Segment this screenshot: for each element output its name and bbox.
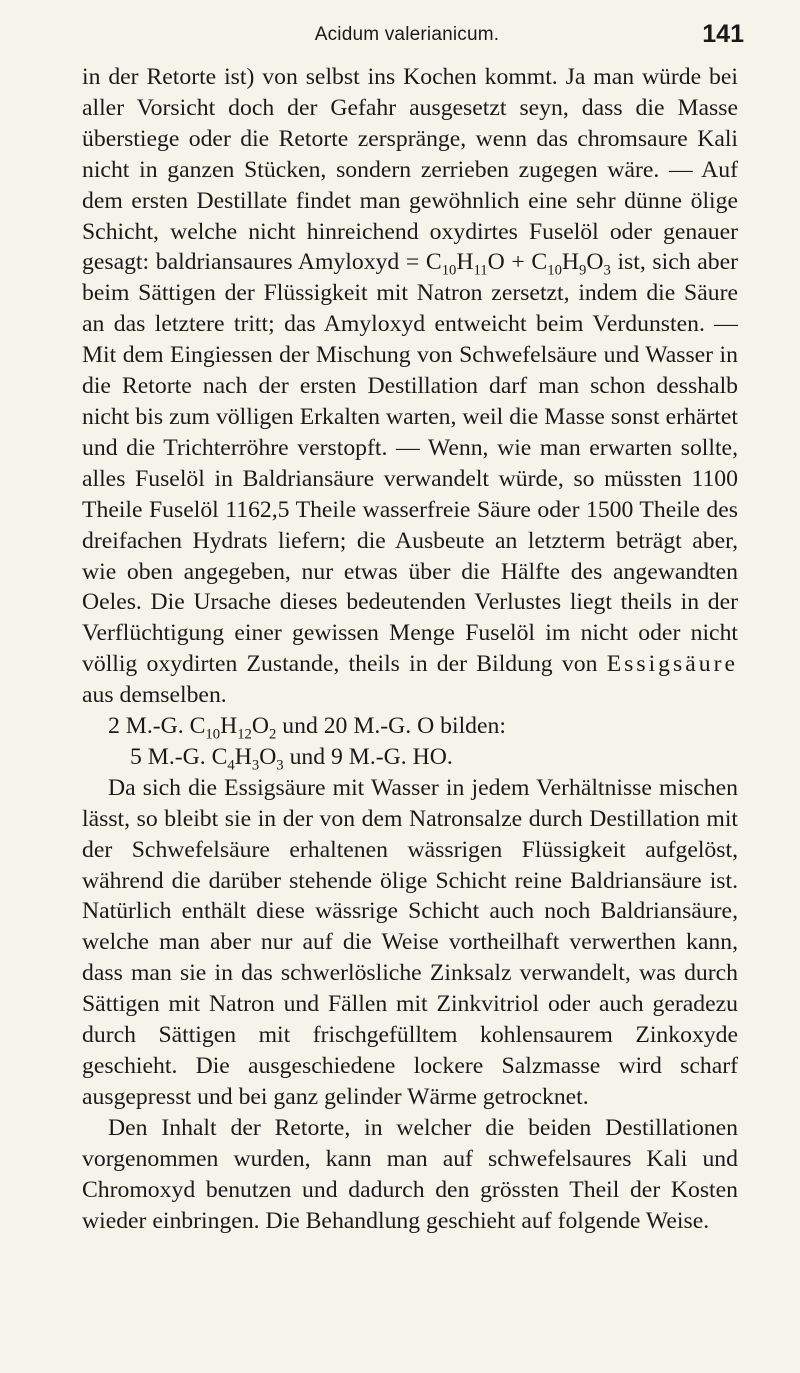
formula-line-1: 2 M.-G. $C_{10}H_{12}O_2$ und 20 M.-G. O bilden: (108, 713, 506, 743)
formula-line-2: 5 M.-G. $C_4H_3O_3$ und 9 M.-G. HO. (130, 743, 453, 774)
emphasized-term: Essigsäure (606, 651, 738, 678)
paragraph-retort-contents: Den Inhalt der Retorte, in welcher die beiden Destillationen vorgenommen wurden, kann man auf schwefelsaures Kali und Chromoxyd benutzen und dadurch den grössten Theil der Kosten wieder einbringen. Die Behandlung geschieht auf folgende Weise. (82, 1114, 738, 1234)
page-number: 141 (702, 20, 744, 48)
paragraph-acetic-acid: Da sich die Essigsäure mit Wasser in jedem Verhältnisse mischen lässt, so bleibt sie in der von dem Natronsalze durch Destillation mit der Schwefelsäure erhaltenen wässrigen Flüssigkeit aufgelöst, während die darüber stehende ölige Schicht reine Baldriansäure ist. Natürlich enthält diese wässrige Schicht auch noch Baldriansäure, welche man aber nur auf die Weise vortheilhaft verwerthen kann, dass man sie in das schwerlösliche Zinksalz verwandelt, was durch Sättigen mit Natron und Fällen mit Zinkvitriol oder auch geradezu durch Sättigen mit frischgefülltem kohlensaurem Zinkoxyde geschieht. Die ausgeschiedene lockere Salzmasse wird scharf ausgepresst und bei ganz gelinder Wärme getrocknet. (82, 774, 738, 1110)
running-head: Acidum valerianicum. (314, 24, 500, 45)
page-header (82, 20, 744, 52)
paragraph-continuation: in der Retorte ist) von selbst ins Kochen kommt. Ja man würde bei aller Vorsicht doch der Gefahr ausgesetzt seyn, dass die Masse überstiege oder die Retorte zerspränge, wenn das chromsaure Kali nicht in ganzen Stücken, sondern zerrieben zugegen wäre. — Auf dem ersten Destillate findet man gewöhnlich eine sehr dünne ölige Schicht, welche nicht hinreichend oxydirtes Fuselöl oder genauer gesagt: baldriansaures Amyloxyd = $C_{10}H_{11}O + C_{10}H_9O_3$ ist, sich aber beim Sättigen der Flüssigkeit mit Natron zersetzt, indem die Säure an das letztere tritt; das Amyloxyd entweicht beim Verdunsten. — Mit dem Eingiessen der Mischung von Schwefelsäure und Wasser in die Retorte nach der ersten Destillation darf man schon desshalb nicht bis zum völligen Erkalten warten, weil die Masse sonst erhärtet und die Trichterröhre verstopft. — Wenn, wie man erwarten sollte, alles Fuselöl in Baldriansäure verwandelt würde, so müssten 1100 Theile Fuselöl 1162,5 Theile wasserfreie Säure oder 1500 Theile des dreifachen Hydrats liefern; die Ausbeute an letzterm beträgt aber, wie oben angegeben, nur etwas über die Hälfte des angewandten Oeles. Die Ursache dieses bedeutenden Verlustes liegt theils in der Verflüchtigung einer gewissen Menge Fuselöl im nicht oder nicht völlig oxydirten Zustande, theils in der Bildung von Essigsäure aus demselben. (82, 64, 739, 709)
body-text (82, 62, 738, 1236)
